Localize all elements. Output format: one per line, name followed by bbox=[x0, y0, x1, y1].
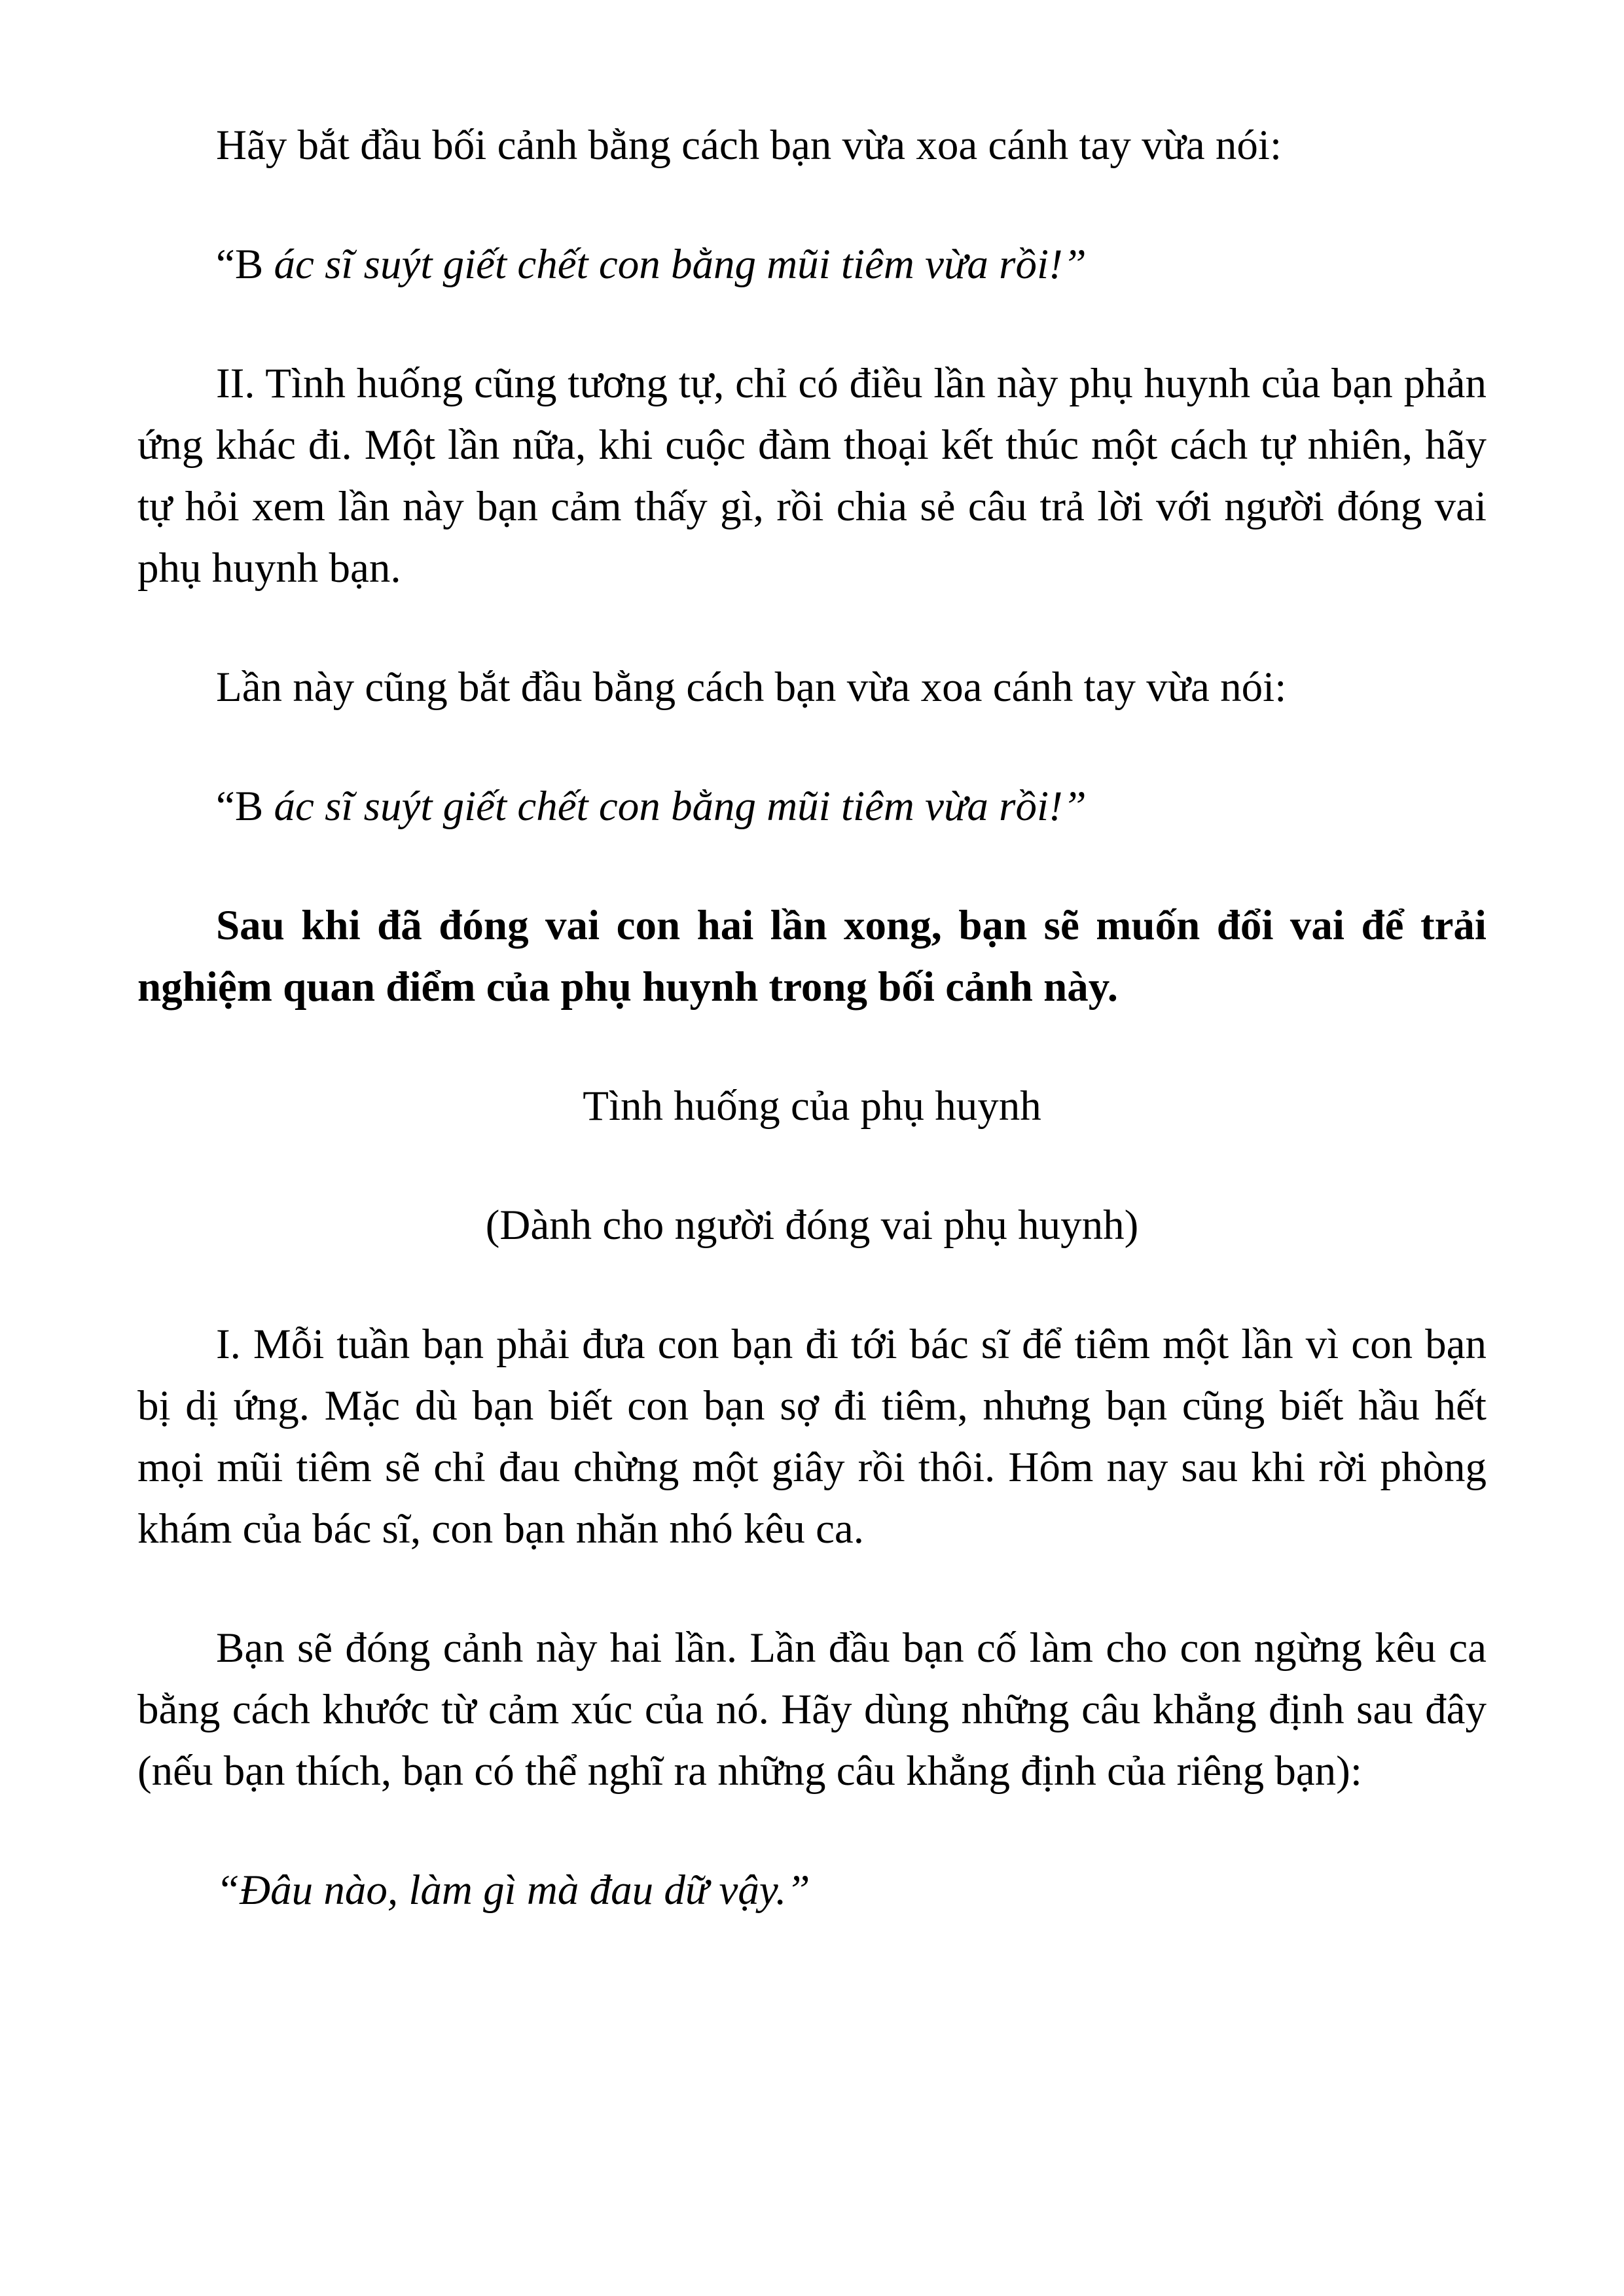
paragraph-play-scene-twice: Bạn sẽ đóng cảnh này hai lần. Lần đầu bạn cố làm cho con ngừng kêu ca bằng cách khước từ cảm xúc của nó. Hãy dùng những câu khẳng định sau đây (nếu bạn thích, bạn có thể nghĩ ra những câu khẳng định của riêng bạn): bbox=[137, 1624, 1487, 1795]
quote-doctor-line-1 bbox=[137, 234, 1487, 295]
heading-parent-situation: Tình huống của phụ huynh bbox=[583, 1083, 1041, 1130]
quote-dismissal-line: “Đâu nào, làm gì mà đau dữ vậy.” bbox=[216, 1867, 810, 1914]
heading-parent-role-note: (Dành cho người đóng vai phụ huynh) bbox=[485, 1202, 1139, 1249]
paragraph-scene-start: Hãy bắt đầu bối cảnh bằng cách bạn vừa xoa cánh tay vừa nói: bbox=[216, 122, 1282, 169]
quote-prefix: “B bbox=[216, 241, 264, 288]
quote-italic-text: ác sĩ suýt giết chết con bằng mũi tiêm vừa rồi!” bbox=[263, 783, 1087, 830]
quote-prefix: “B bbox=[216, 783, 264, 830]
quote-italic-text: ác sĩ suýt giết chết con bằng mũi tiêm vừa rồi!” bbox=[263, 241, 1087, 288]
paragraph-scene-start-again: Lần này cũng bắt đầu bằng cách bạn vừa xoa cánh tay vừa nói: bbox=[216, 664, 1287, 711]
quote-doctor-line-2 bbox=[137, 776, 1487, 837]
paragraph-situation-i-parent: I. Mỗi tuần bạn phải đưa con bạn đi tới bác sĩ để tiêm một lần vì con bạn bị dị ứng. Mặc dù bạn biết con bạn sợ đi tiêm, nhưng bạn cũng biết hầu hết mọi mũi tiêm sẽ chỉ đau chừng một giây rồi thôi. Hôm nay sau khi rời phòng khám của bác sĩ, con bạn nhăn nhó kêu ca. bbox=[137, 1321, 1487, 1552]
paragraph-situation-ii: II. Tình huống cũng tương tự, chỉ có điều lần này phụ huynh của bạn phản ứng khác đi. Một lần nữa, khi cuộc đàm thoại kết thúc một cách tự nhiên, hãy tự hỏi xem lần này bạn cảm thấy gì, rồi chia sẻ câu trả lời với người đóng vai phụ huynh bạn. bbox=[137, 360, 1487, 592]
paragraph-swap-roles-bold: Sau khi đã đóng vai con hai lần xong, bạn sẽ muốn đổi vai để trải nghiệm quan điểm của phụ huynh trong bối cảnh này. bbox=[137, 902, 1487, 1011]
